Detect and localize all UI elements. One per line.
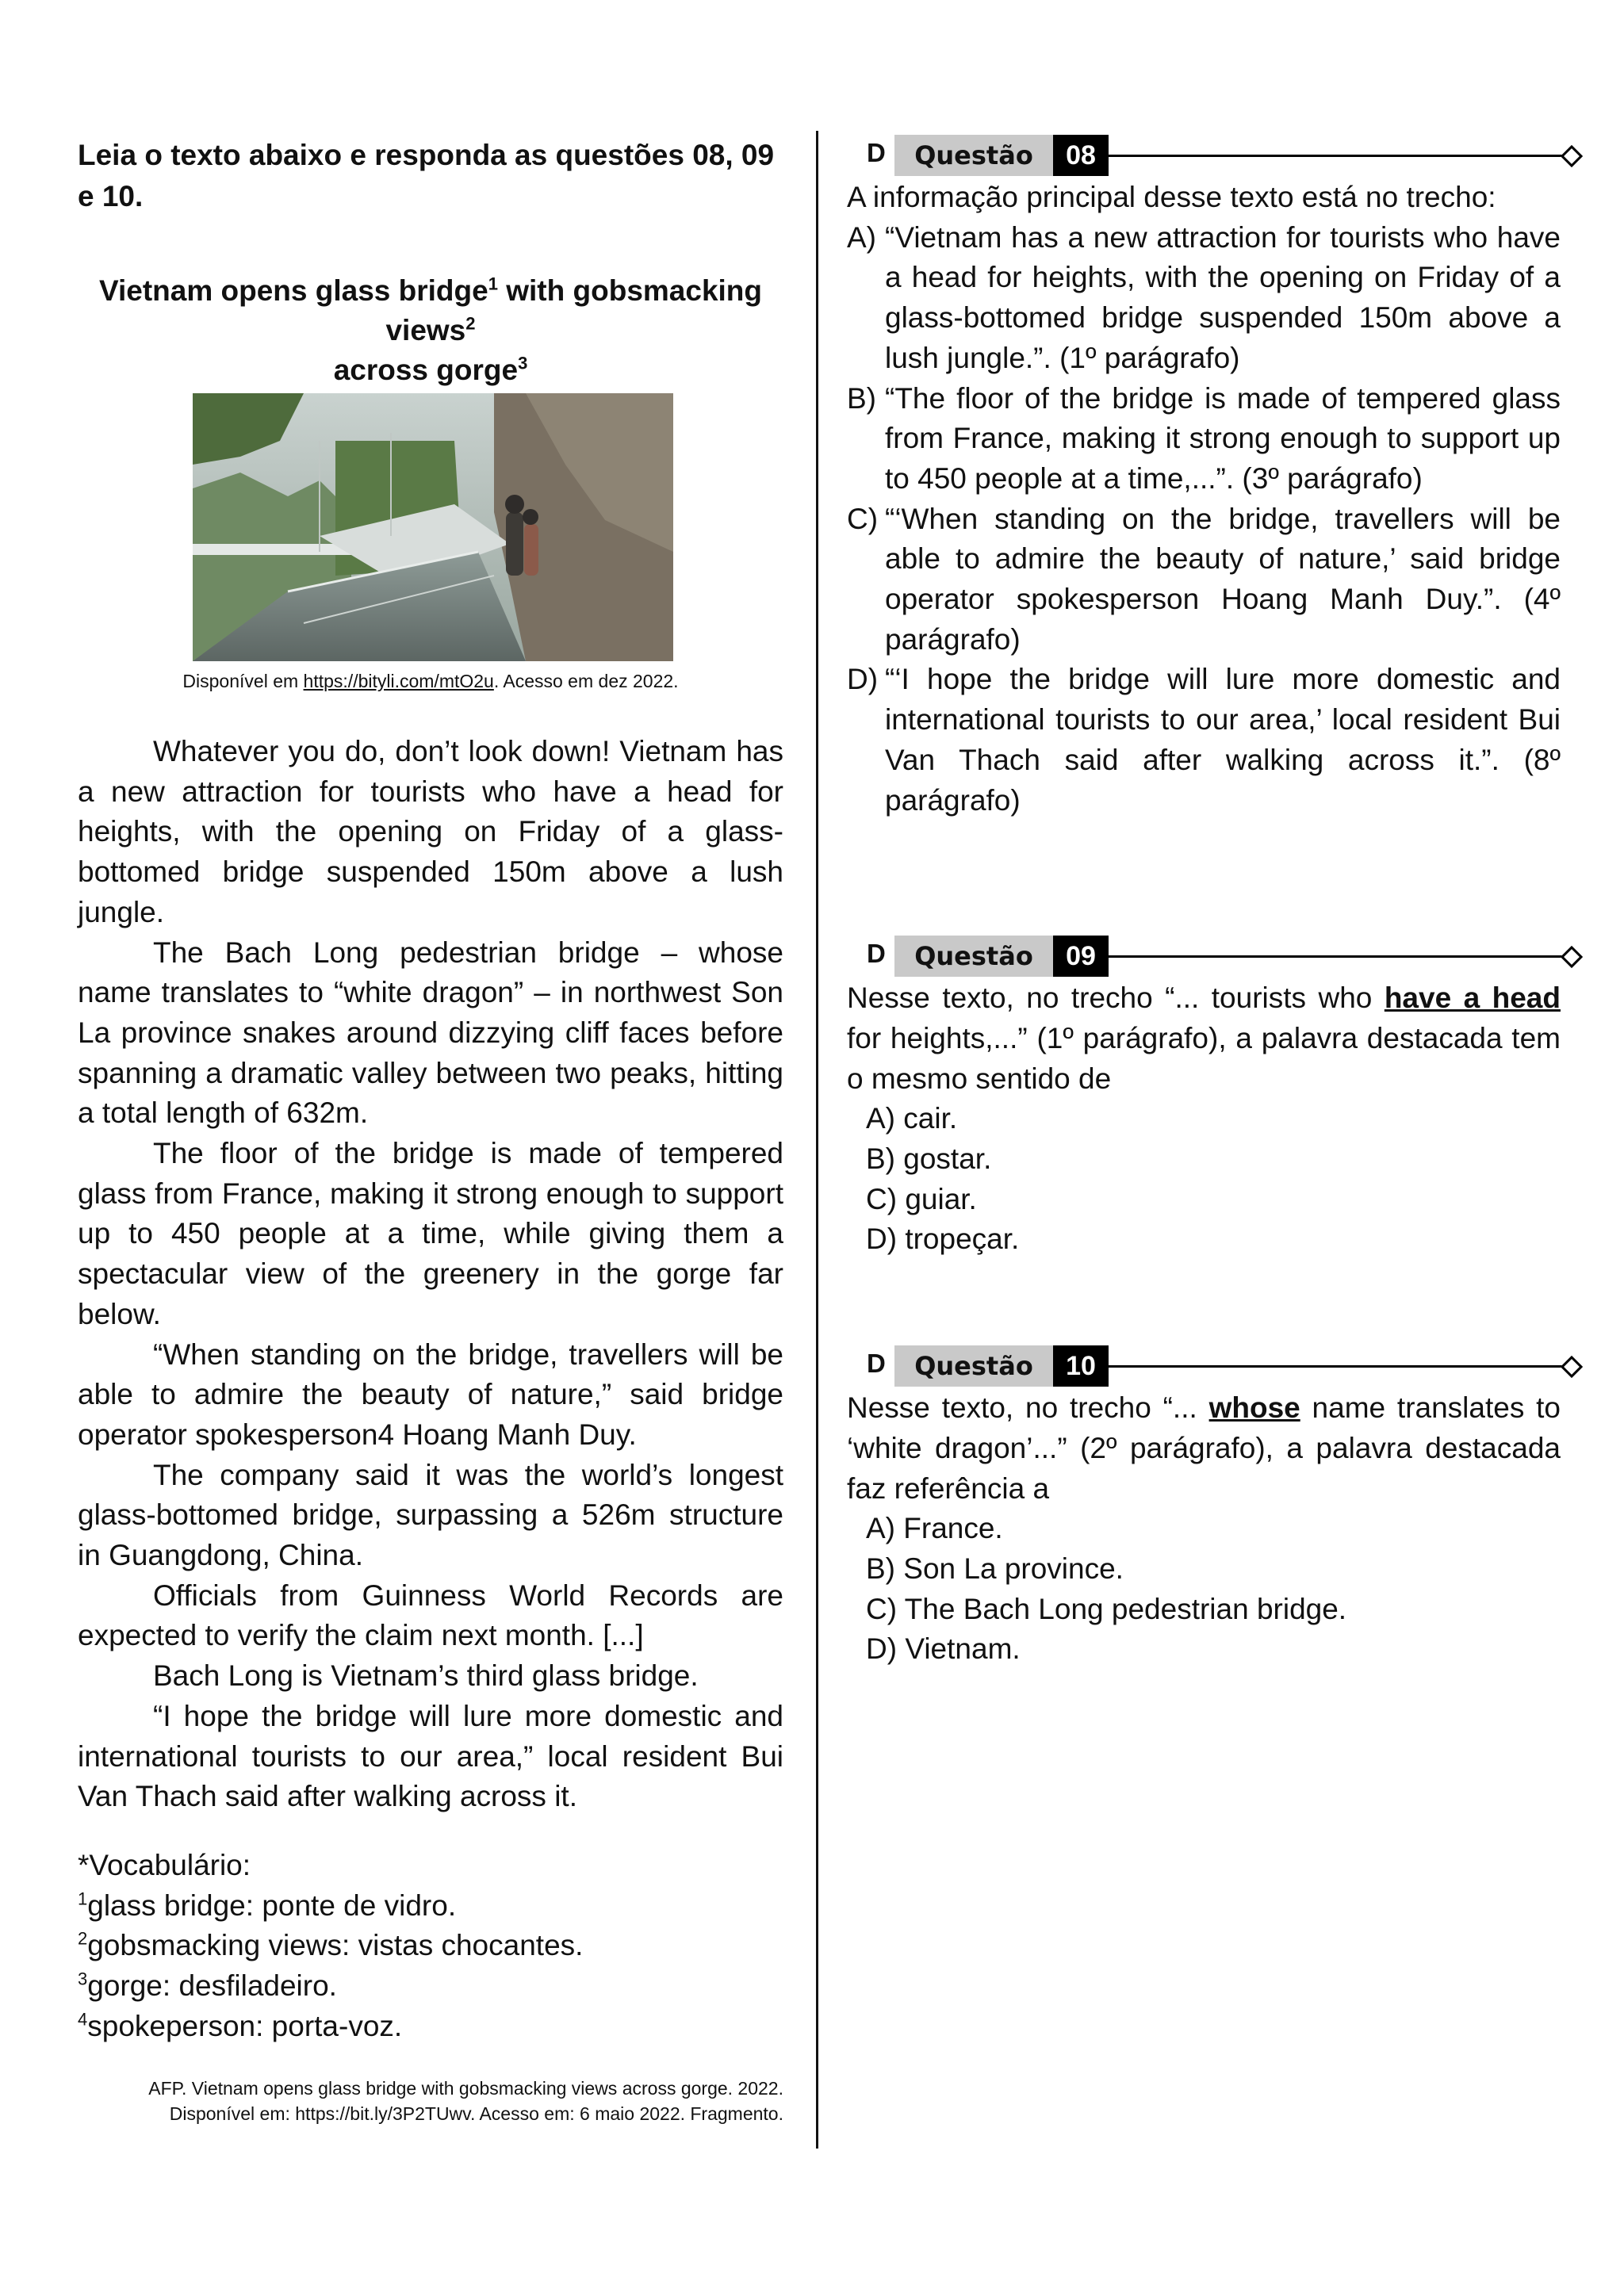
vocabulary-item: $^3$gorge: desfiladeiro.: [78, 1969, 337, 2003]
article-paragraph: The floor of the bridge is made of tempered glass from France, making it strong enough to support up to 450 people at a time, while giving them a spectacular view of the greenery in the gorge far below.: [78, 1137, 783, 1330]
article-paragraph: Bach Long is Vietnam’s third glass bridge.: [153, 1659, 699, 1693]
descriptor-letter: D: [867, 939, 886, 969]
vocabulary-item: $^2$gobsmacking views: vistas chocantes.: [78, 1929, 584, 1962]
question-stem: A informação principal desse texto está no trecho:: [847, 181, 1496, 213]
answer-option-a[interactable]: A) “Vietnam has a new attraction for tourists who have a head for heights, with the opening on Friday of a glass-bottomed bridge suspended 150m above a lush jungle.”. (1º parágrafo): [847, 220, 1561, 374]
vocabulary-list: [78, 1846, 783, 2047]
header-rule: [1109, 955, 1572, 958]
answer-option-d[interactable]: D) tropeçar.: [866, 1223, 1020, 1256]
answer-option-b[interactable]: B) “The floor of the bridge is made of tempered glass from France, making it strong enough to support up to 450 people at a time,...”. (3º parágrafo): [847, 381, 1561, 495]
answer-option-a[interactable]: A) cair.: [866, 1102, 958, 1135]
highlighted-phrase: have a head: [1384, 982, 1561, 1015]
questions-column: [847, 135, 1561, 1670]
article-paragraph: The Bach Long pedestrian bridge – whose name translates to “white dragon” – in northwest Son La province snakes around dizzying cliff faces before spanning a dramatic valley between two peaks, hitting a total length of 632m.: [78, 936, 783, 1130]
article-title: Vietnam opens glass bridge$^1$ with gobsmacking views$^2$ across gorge$^3$: [98, 274, 763, 386]
answer-options: [847, 1099, 1561, 1260]
header-rule: [1109, 155, 1572, 157]
diamond-icon: [1561, 946, 1583, 968]
question-label: Questão: [894, 135, 1053, 176]
question-08: [847, 135, 1561, 821]
intro-instruction: Leia o texto abaixo e responda as questões 08, 09 e 10.: [78, 139, 775, 212]
question-number: 09: [1053, 936, 1109, 977]
question-header: [847, 1345, 1561, 1388]
article-body: [78, 732, 783, 1817]
caption-link[interactable]: https://bityli.com/mtO2u: [303, 671, 494, 691]
question-09: [847, 936, 1561, 1260]
question-label: Questão: [894, 1345, 1053, 1387]
descriptor-letter: D: [867, 138, 886, 167]
question-label: Questão: [894, 936, 1053, 977]
highlighted-word: whose: [1208, 1391, 1300, 1425]
article-paragraph: Whatever you do, don’t look down! Vietnam has a new attraction for tourists who have a head for heights, with the opening on Friday of a glass-bottomed bridge suspended 150m above a lush jungle.: [78, 735, 783, 928]
question-header: [847, 936, 1561, 978]
answer-option-c[interactable]: C) The Bach Long pedestrian bridge.: [866, 1592, 1347, 1625]
article-paragraph: Officials from Guinness World Records are expected to verify the claim next month. [...]: [78, 1578, 783, 1652]
descriptor-letter: D: [867, 1349, 886, 1379]
vocabulary-item: $^4$spokeperson: porta-voz.: [78, 2009, 403, 2042]
footnote-marker: 2: [465, 313, 476, 334]
question-10: [847, 1345, 1561, 1670]
answer-option-a[interactable]: A) France.: [866, 1512, 1003, 1545]
header-rule: [1109, 1365, 1572, 1368]
footnote-marker: 3: [518, 353, 528, 373]
answer-option-b[interactable]: B) Son La province.: [866, 1552, 1124, 1585]
diamond-icon: [1561, 1356, 1583, 1378]
answer-options: [847, 218, 1561, 821]
source-citation: AFP. Vietnam opens glass bridge with gobsmacking views across gorge. 2022. Disponível em: https://bit.ly/3P2TUwv. Acesso em: 6 maio 2022. Fragmento.: [148, 2077, 783, 2124]
question-header: [847, 135, 1561, 178]
question-number: 10: [1053, 1345, 1109, 1387]
reading-column: [78, 135, 783, 2126]
question-stem: Nesse texto, no trecho “... tourists who have a head for heights,...” (1º parágrafo), a palavra destacada tem o mesmo sentido de: [847, 982, 1561, 1095]
vocabulary-heading: *Vocabulário:: [78, 1848, 251, 1881]
answer-option-b[interactable]: B) gostar.: [866, 1142, 992, 1176]
answer-option-d[interactable]: D) Vietnam.: [866, 1632, 1021, 1666]
answer-option-c[interactable]: C) guiar.: [866, 1182, 977, 1215]
footnote-marker: 1: [488, 274, 498, 294]
column-divider: [816, 131, 818, 2149]
question-number: 08: [1053, 135, 1109, 176]
answer-option-d[interactable]: D) “‘I hope the bridge will lure more domestic and international tourists to our area,’ local resident Bui Van Thach said after walking across it.”. (8º parágrafo): [847, 663, 1561, 817]
answer-option-c[interactable]: C) “‘When standing on the bridge, travellers will be able to admire the beauty of nature,’ said bridge operator spokesperson Hoang Manh Duy.”. (4º parágrafo): [847, 502, 1561, 656]
article-paragraph: “I hope the bridge will lure more domestic and international tourists to our area,” local resident Bui Van Thach said after walking across it.: [78, 1699, 783, 1813]
glass-bridge-photo: [193, 393, 673, 661]
question-stem: Nesse texto, no trecho “... whose name translates to ‘white dragon’...” (2º parágrafo), a palavra destacada faz referência a: [847, 1391, 1561, 1505]
photo-caption: Disponível em https://bityli.com/mtO2u. Acesso em dez 2022.: [182, 671, 679, 691]
article-paragraph: The company said it was the world’s longest glass-bottomed bridge, surpassing a 526m structure in Guangdong, China.: [78, 1458, 783, 1572]
article-paragraph: “When standing on the bridge, travellers will be able to admire the beauty of nature,” said bridge operator spokesperson4 Hoang Manh Duy.: [78, 1337, 783, 1451]
diamond-icon: [1561, 145, 1583, 167]
answer-options: [847, 1509, 1561, 1670]
vocabulary-item: $^1$glass bridge: ponte de vidro.: [78, 1888, 457, 1922]
